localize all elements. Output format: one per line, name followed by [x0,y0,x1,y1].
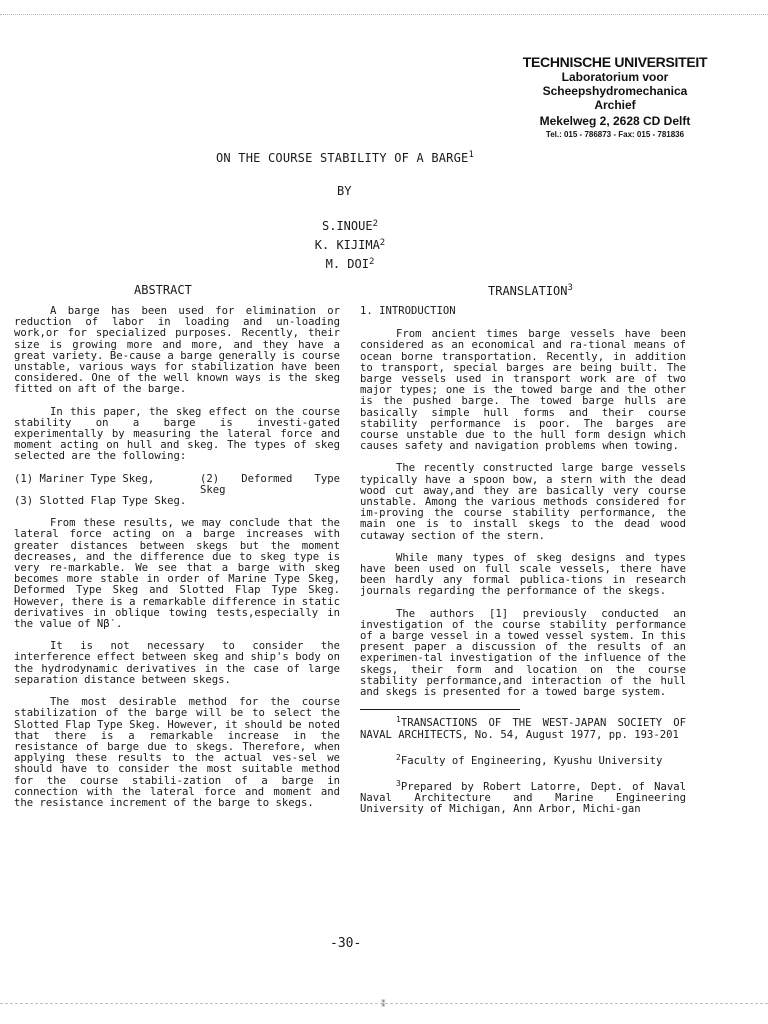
footnote-mark: 2 [396,752,401,762]
translation-heading-text: TRANSLATION [488,284,568,298]
footnote-text: Prepared by Robert Latorre, Dept. of Naval Naval Architecture and Marine Engineering University of Michigan, Ann Arbor, Michi-gan [360,780,686,816]
stamp-line: Archief [594,98,636,112]
footnote [360,714,686,740]
title-footnote-mark: 1 [468,150,475,160]
stamp-contact: Tel.: 015 - 786873 - Fax: 015 - 781836 [545,130,685,139]
abstract-heading: ABSTRACT [134,283,192,297]
skeg-type-item: (3) Slotted Flap Type Skeg. [14,495,187,508]
introduction-paragraph: While many types of skeg designs and types have been used on full scale vessels, there have been hardly any formal publica-tions in research journals regarding the performance of the skegs. [360,551,686,598]
author-footnote-mark: 2 [372,219,378,229]
author [300,216,400,235]
footnote-text: TRANSACTIONS OF THE WEST-JAPAN SOCIETY OF NAVAL ARCHITECTS, No. 54, August 1977, pp. 193-201 [360,717,686,741]
author [300,254,400,273]
translation-heading [488,283,573,298]
author-list [300,216,400,273]
footnote-mark: 3 [396,778,401,788]
author-footnote-mark: 2 [379,238,386,248]
abstract-paragraph: From these results, we may conclude that the lateral force acting on a barge increases with greater distances between skegs but the moment decreases, and the difference due to skeg type is very re-markable. We see that a barge with skeg becomes more stable in order of Marine Type Skeg, Deformed Type Skeg and Slotted Flap Type Skeg. However, there is a remarkable difference in static derivatives in oblique towing tests,especially in the value of Nβ′. [14,517,340,631]
introduction-paragraph: The authors [1] previously conducted an investigation of the course stability performance of a barge vessel in a towed vessel system. In this present paper a discussion of the results of an experimen-tal investigation of the influence of the skegs, their form and location on the course stability performance,and interaction of the hull and skegs is presented for a towed barge system. [360,607,686,699]
page-number: -30- [330,936,362,951]
abstract-paragraph: A barge has been used for elimination or reduction of labor in loading and un-loading work,or for specialized purposes. Recently, their size is growing more and more, and they have a great variety. Be-cause a barge generally is course unstable, various ways for stabilization have been considered. One of the well known ways is the skeg fitted on aft of the barge. [14,305,340,396]
translation-column [360,306,686,827]
scan-artifact-top [0,14,768,25]
paper-title-text: ON THE COURSE STABILITY OF A BARGE [216,151,469,165]
footnote [360,752,686,767]
stamp-line: Scheepshydromechanica [542,84,688,98]
abstract-paragraph: In this paper, the skeg effect on the course stability on a barge is investi-gated experimentally by measuring the lateral force and moment acting on hull and skeg. The types of skeg selected are the following: [14,405,340,463]
footnote [360,778,686,816]
introduction-paragraph: From ancient times barge vessels have been considered as an economical and ra-tional means of ocean borne transportation. Recently, in addition to transport, special barges are being built. The barge vessels used in transport work are of two major types; one is the towed barge and the other is the pushed barge. The towed barge hulls are basically simple hull forms and their course stability performance is poor. The barges are course unstable due to the hull form design which causes safety and navigation problems when towing. [360,328,686,453]
paper-title [216,150,474,165]
introduction-paragraph: The recently constructed large barge vessels typically have a spoon bow, a stern with the dead wood cut away,and they are basically very course unstable. Among the various methods considered for im-proving the course stability performance, the main one is to install skegs to the dead wood cutaway section of the stern. [360,462,686,542]
skeg-type-item: (1) Mariner Type Skeg, [14,472,155,485]
skeg-type-item: (2) Deformed Type Skeg [200,472,340,496]
footnote-divider [360,709,520,710]
abstract-paragraph: The most desirable method for the course stabilization of the barge will be to select the Slotted Flap Type Skeg. However, it should be noted that there is a remarkable increase in the resistance of barge due to skegs. Therefore, when applying these results to the actual ves-sel we should have to consider the most suitable method for the course stabili-zation of a barge in connection with the lateral force and moment and the resistance increment of the barge to skegs. [14,696,340,809]
abstract-paragraph: It is not necessary to consider the interference effect between skeg and ship's body on the hydrodynamic derivatives in the case of large separation distance between skegs. [14,640,340,686]
author-name: K. KIJIMA [314,238,380,252]
abstract-column [14,306,340,820]
stamp-address: Mekelweg 2, 2628 CD Delft [539,114,691,128]
author-name: M. DOI [325,257,369,271]
author-name: S.INOUE [322,219,373,233]
footnote-mark: 1 [396,715,401,725]
skeg-type-list [14,474,340,508]
university-stamp [515,54,715,139]
footnote-text: Faculty of Engineering, Kyushu University [400,754,663,767]
stamp-institution: TECHNISCHE UNIVERSITEIT [522,54,708,70]
author [300,235,400,254]
introduction-heading: 1. INTRODUCTION [360,305,456,317]
author-footnote-mark: 2 [368,257,375,267]
stamp-line: Laboratorium voor [561,70,669,84]
by-line: BY [337,184,352,198]
translation-footnote-mark: 3 [567,283,573,293]
scan-mark-icon: ⁑ [381,1000,386,1010]
